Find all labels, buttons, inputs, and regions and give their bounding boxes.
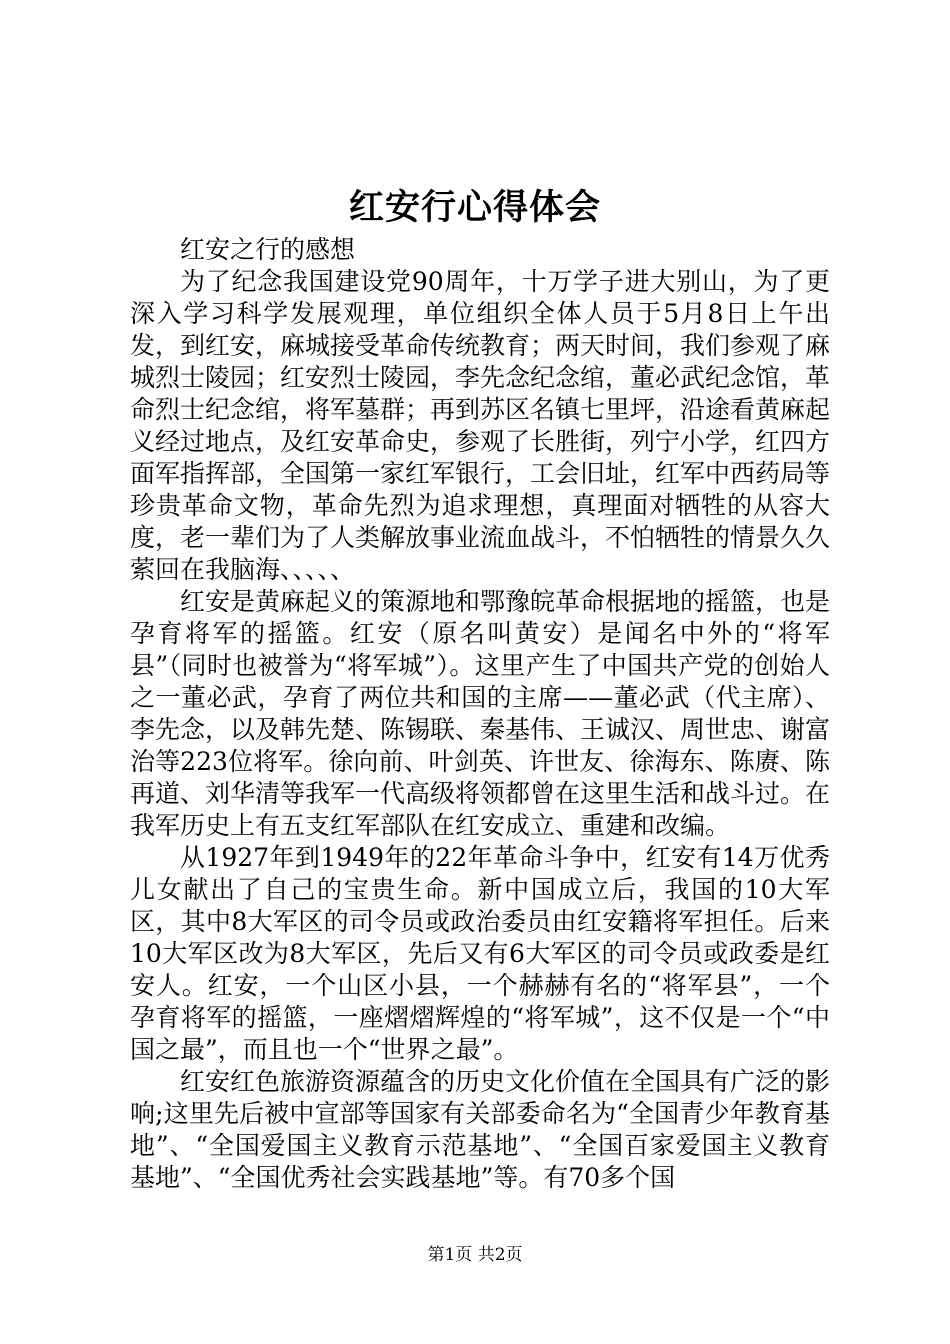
paragraph: 从1927年到1949年的22年革命斗争中，红安有14万优秀儿女献出了自己的宝贵生命。新中国成立后，我国的10大军区，其中8大军区的司令员或政治委员由红安籍将军担任。后来10大军区改为8大军区，先后又有6大军区的司令员或政委是红安人。红安，一个山区小县，一个赫赫有名的“将军县”，一个孕育将军的摇篮，一座熠熠辉煌的“将军城”，这不仅是一个“中国之最”，而且也一个“世界之最”。	[130, 843, 830, 1064]
page-footer	[0, 1243, 950, 1267]
paragraph: 为了纪念我国建设党90周年，十万学子进大别山，为了更深入学习科学发展观理，单位组织全体人员于5月8日上午出发，到红安，麻城接受革命传统教育；两天时间，我们参观了麻城烈士陵园；红安烈士陵园，李先念纪念绾，董必武纪念馆，革命烈士纪念绾，将军墓群；再到苏区名镇七里坪，沿途看黄麻起义经过地点，及红安革命史，参观了长胜街，列宁小学，红四方面军指挥部，全国第一家红军银行，工会旧址，红军中西药局等珍贵革命文物，革命先烈为追求理想，真理面对牺牲的从容大度，老一辈们为了人类解放事业流血战斗，不怕牺牲的情景久久萦回在我脑海、、、、、	[130, 267, 831, 584]
paragraph: 红安红色旅游资源蕴含的历史文化价值在全国具有广泛的影响;这里先后被中宣部等国家有关部委命名为“全国青少年教育基地”、“全国爱国主义教育示范基地”、“全国百家爱国主义教育基地”、“全国优秀社会实践基地”等。有70多个国	[130, 1067, 831, 1192]
document-subtitle: 红安之行的感想	[180, 235, 356, 264]
page-number-label: 第1页 共2页	[427, 1245, 523, 1265]
paragraph: 红安是黄麻起义的策源地和鄂豫皖革命根据地的摇篮，也是孕育将军的摇篮。红安（原名叫黄安）是闻名中外的“将军县”（同时也被誉为“将军城”）。这里产生了中国共产党的创始人之一董必武，孕育了两位共和国的主席——董必武（代主席）、李先念，以及韩先楚、陈锡联、秦基伟、王诚汉、周世忠、谢富治等223位将军。徐向前、叶剑英、许世友、徐海东、陈赓、陈再道、刘华清等我军一代高级将领都曾在这里生活和战斗过。在我军历史上有五支红军部队在红安成立、重建和改编。	[130, 587, 831, 840]
document-title: 红安行心得体会	[348, 187, 601, 228]
document-body	[130, 234, 830, 1194]
